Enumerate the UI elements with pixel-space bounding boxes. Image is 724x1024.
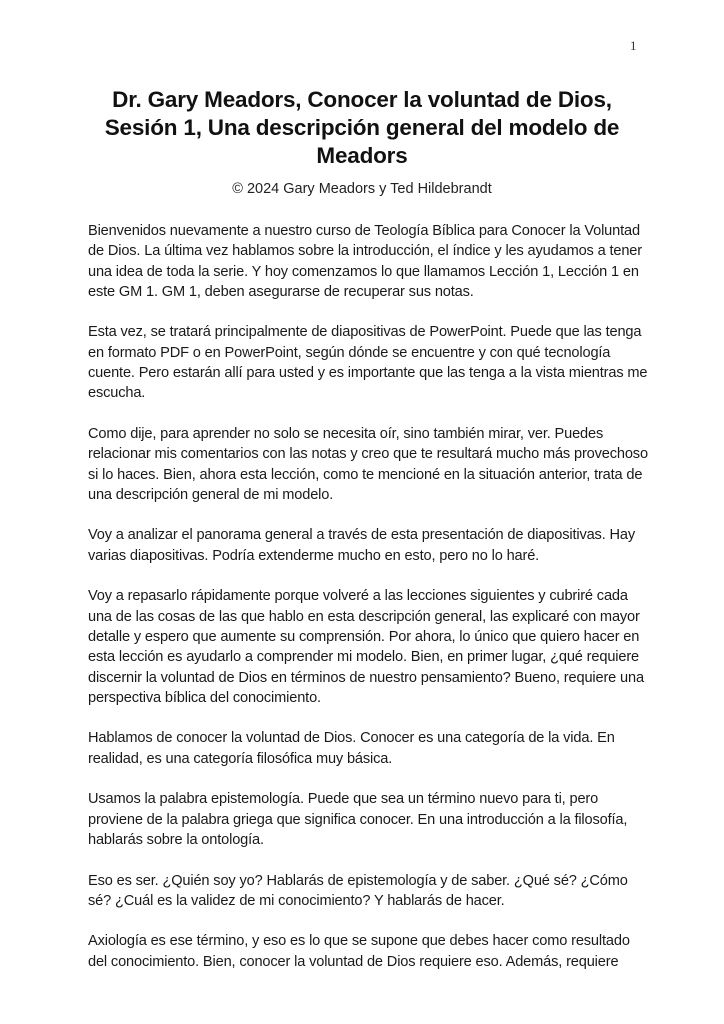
title-line-3: Meadors (316, 143, 408, 168)
document-title (60, 86, 664, 170)
paragraph-4: Voy a analizar el panorama general a través de esta presentación de diapositivas. Hay varias diapositivas. Podría extenderme mucho en esto, pero no lo haré. (88, 527, 636, 564)
paragraph-9: Axiología es ese término, y eso es lo que se supone que debes hacer como resultado del conocimiento. Bien, conocer la voluntad de Dios requiere eso. Además, requiere (88, 933, 630, 970)
paragraph-7: Usamos la palabra epistemología. Puede que sea un término nuevo para ti, pero proviene de la palabra griega que significa conocer. En una introducción a la filosofía, hablarás sobre la ontología. (88, 791, 628, 848)
title-line-2: Sesión 1, Una descripción general del modelo de (104, 115, 620, 140)
paragraph-5: Voy a repasarlo rápidamente porque volveré a las lecciones siguientes y cubriré cada una de las cosas de las que hablo en esta descripción general, las explicaré con mayor detalle y espero que aumente su comprensión. Por ahora, lo único que quiero hacer en esta lección es ayudarlo a comprender mi modelo. Bien, en primer lugar, ¿qué requiere discernir la voluntad de Dios en términos de nuestro pensamiento? Bueno, requiere una perspectiva bíblica del conocimiento. (88, 588, 644, 706)
document-body (88, 221, 648, 992)
paragraph-6: Hablamos de conocer la voluntad de Dios. Conocer es una categoría de la vida. En realidad, es una categoría filosófica muy básica. (88, 730, 615, 767)
page-number: 1 (630, 38, 637, 53)
title-line-1: Dr. Gary Meadors, Conocer la voluntad de Dios, (112, 87, 612, 112)
paragraph-8: Eso es ser. ¿Quién soy yo? Hablarás de epistemología y de saber. ¿Qué sé? ¿Cómo sé? ¿Cuál es la validez de mi conocimiento? Y hablarás de hacer. (88, 872, 628, 909)
copyright-line: © 2024 Gary Meadors y Ted Hildebrandt (232, 181, 492, 197)
paragraph-2: Esta vez, se tratará principalmente de diapositivas de PowerPoint. Puede que las tenga en formato PDF o en PowerPoint, según dónde se encuentre y con qué tecnología cuente. Pero estarán allí para usted y es importante que las tenga a la vista mientras me escucha. (88, 324, 648, 402)
paragraph-3: Como dije, para aprender no solo se necesita oír, sino también mirar, ver. Puedes relacionar mis comentarios con las notas y creo que te resultará mucho más provechoso si lo haces. Bien, ahora esta lección, como te mencioné en la situación anterior, trata de una descripción general de mi modelo. (88, 425, 648, 503)
paragraph-1: Bienvenidos nuevamente a nuestro curso de Teología Bíblica para Conocer la Voluntad de Dios. La última vez hablamos sobre la introducción, el índice y les ayudamos a tener una idea de toda la serie. Y hoy comenzamos lo que llamamos Lección 1, Lección 1 en este GM 1. GM 1, deben asegurarse de recuperar sus notas. (88, 223, 642, 300)
